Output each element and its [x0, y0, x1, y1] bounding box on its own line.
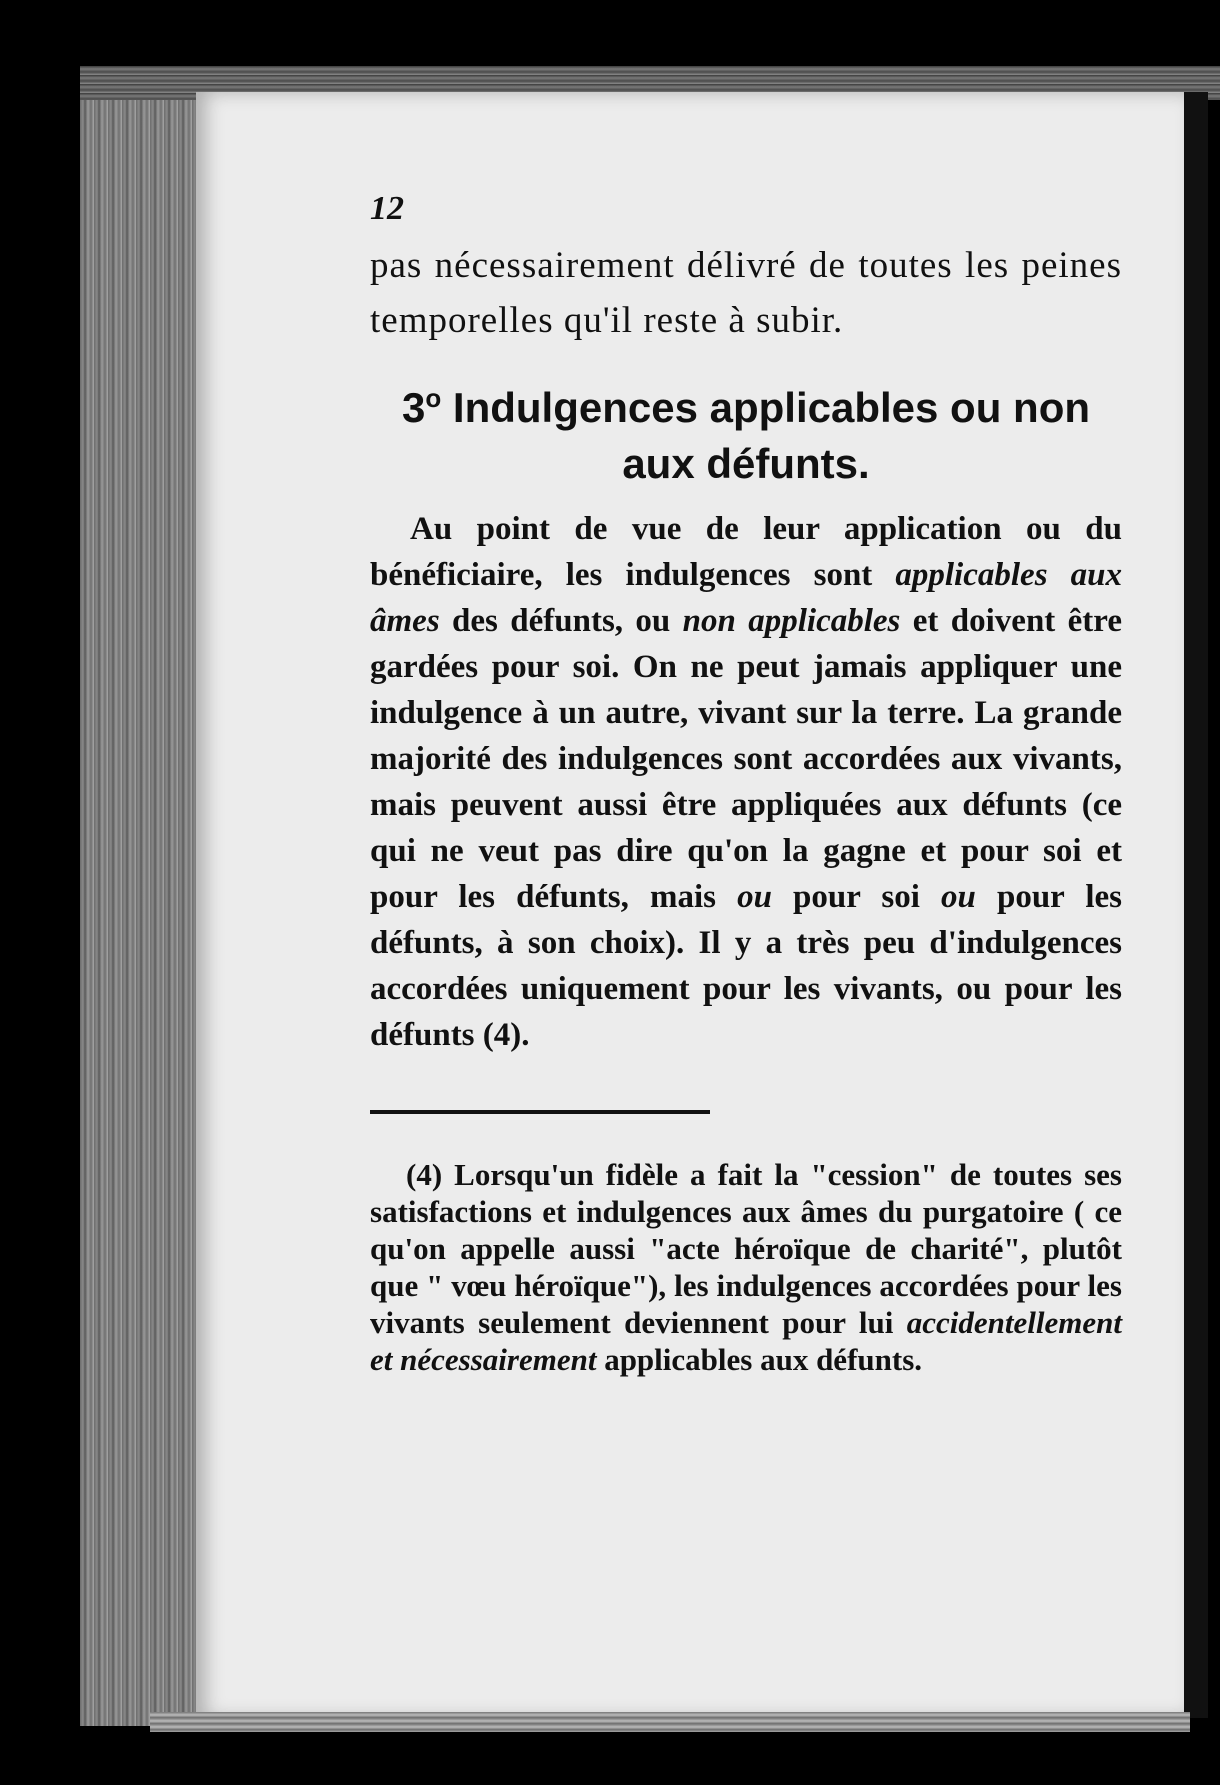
- footnote: [370, 1156, 1122, 1378]
- page-right-shadow: [1184, 92, 1208, 1718]
- body-italic-4: ou: [941, 879, 976, 915]
- footnote-text-1: (4) Lorsqu'un fidèle a fait la "cession" de toutes ses satisfactions et indulgences aux âmes du purgatoire ( ce qu'on appelle aussi "acte héroïque de charité", plutôt que " vœu héroïque"), les indulgences accordées pour les vivants seulement deviennent pour lui: [370, 1157, 1122, 1340]
- body-text-4: pour soi: [771, 879, 942, 915]
- section-heading: [370, 370, 1122, 492]
- page-number: 12: [370, 190, 404, 227]
- body-text-3: et doivent être gardées pour soi. On ne peut jamais appliquer une indulgence à un autre, vivant sur la terre. La grande majorité des indulgences sont accordées aux vivants, mais peuvent aussi être appliquées aux défunts (ce qui ne veut pas dire qu'on la gagne et pour soi et pour les défunts, mais: [370, 603, 1122, 915]
- heading-title: Indulgences applicables ou non aux défunts.: [452, 384, 1091, 487]
- body-italic-2: non applicables: [682, 603, 901, 639]
- body-italic-1: applicables aux âmes: [370, 557, 1122, 639]
- heading-numeral: 3: [401, 384, 426, 431]
- body-paragraph: [370, 506, 1122, 1058]
- footnote-separator: [370, 1110, 710, 1114]
- footnote-italic: accidentellement et nécessairement: [370, 1305, 1122, 1377]
- page-text-block: [370, 190, 1122, 1378]
- heading-superscript: o: [425, 383, 442, 413]
- continuation-paragraph: pas nécessairement délivré de toutes les peines temporelles qu'il reste à subir.: [370, 245, 1122, 341]
- body-italic-3: ou: [737, 879, 772, 915]
- body-text-1: Au point de vue de leur application ou du bénéficiaire, les indulgences sont: [370, 511, 1122, 593]
- body-text-5: pour les défunts, à son choix). Il y a très peu d'indulgences accordées uniquement pour les vivants, ou pour les défunts (4).: [370, 879, 1122, 1053]
- body-text-2: des défunts, ou: [439, 603, 683, 639]
- bottom-page-edges: [150, 1712, 1190, 1732]
- footnote-text-2: applicables aux défunts.: [596, 1342, 923, 1377]
